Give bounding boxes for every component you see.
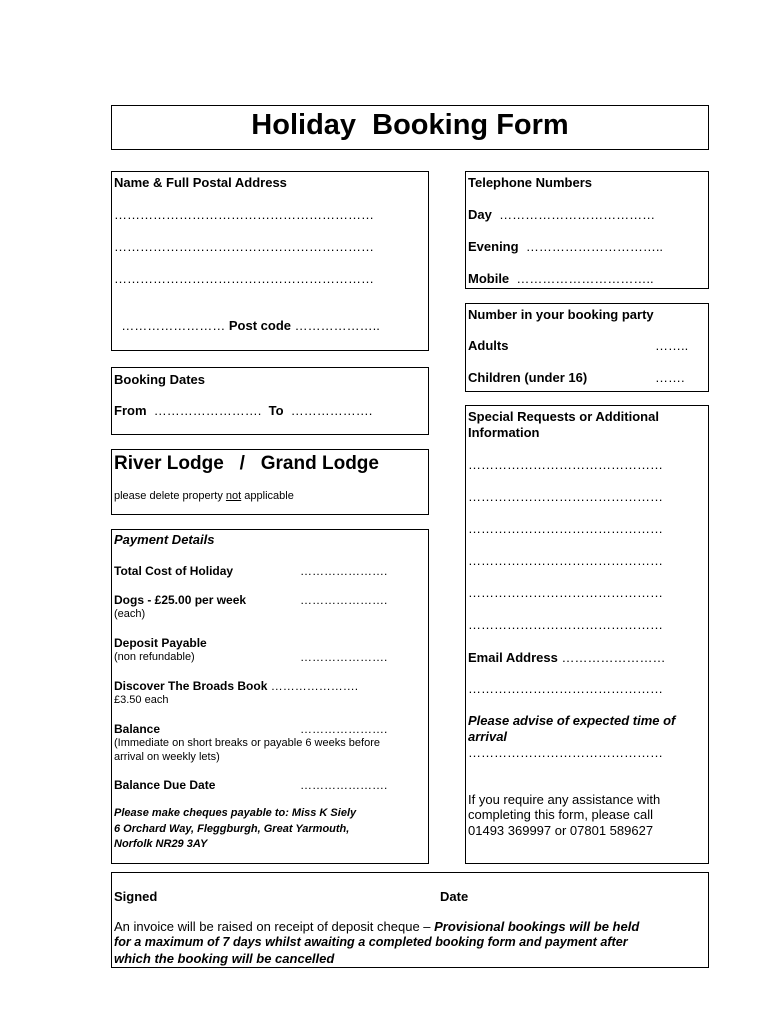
evening-label: Evening: [468, 239, 519, 254]
email-label: Email Address: [468, 650, 558, 665]
deposit-label: Deposit Payable: [114, 636, 207, 650]
discover-row[interactable]: [114, 679, 358, 694]
invoice-line-3: which the booking will be cancelled: [114, 951, 335, 966]
address-line-4-dots: ……………………: [121, 318, 229, 333]
postcode-label: Post code: [228, 318, 291, 333]
telephone-heading: Telephone Numbers: [468, 175, 593, 190]
request-line-3[interactable]: ………………………………………: [468, 521, 663, 536]
to-field[interactable]: ……………….: [290, 403, 373, 418]
party-heading: Number in your booking party: [468, 307, 654, 322]
deposit-field[interactable]: ………………….: [300, 650, 388, 664]
lodge-note-prefix: please delete property: [114, 490, 226, 502]
dogs-label: Dogs - £25.00 per week: [114, 593, 247, 607]
lodge-note-underlined: not: [225, 490, 242, 502]
from-label: From: [114, 403, 147, 418]
discover-label: Discover The Broads Book: [114, 679, 268, 693]
email-field[interactable]: ……………………: [557, 650, 666, 665]
total-label: Total Cost of Holiday: [114, 564, 234, 578]
address-line-1[interactable]: ……………………………………………………: [114, 207, 374, 222]
requests-heading-2: Information: [468, 425, 540, 440]
lodge-options[interactable]: River Lodge / Grand Lodge: [114, 453, 379, 474]
discover-field[interactable]: ………………….: [267, 679, 359, 693]
day-field[interactable]: ………………………………: [499, 207, 656, 222]
deposit-sub: (non refundable): [114, 651, 195, 663]
adults-field[interactable]: ……..: [655, 338, 689, 353]
balance-sub-2: arrival on weekly lets): [114, 751, 220, 763]
address-line-3[interactable]: ……………………………………………………: [114, 271, 374, 286]
invoice-plain: An invoice will be raised on receipt of deposit cheque –: [114, 919, 435, 934]
request-line-6[interactable]: ………………………………………: [468, 617, 663, 632]
dogs-field[interactable]: ………………….: [300, 593, 388, 607]
invoice-line-2: for a maximum of 7 days whilst awaiting a completed booking form and payment after: [114, 935, 628, 949]
adults-label: Adults: [468, 338, 509, 353]
evening-row[interactable]: [468, 239, 663, 254]
lodge-note: [114, 489, 294, 504]
discover-price: £3.50 each: [114, 694, 169, 706]
to-label: To: [268, 403, 284, 418]
request-line-4[interactable]: ………………………………………: [468, 553, 663, 568]
email-row[interactable]: [468, 650, 665, 665]
dates-heading: Booking Dates: [114, 372, 206, 387]
from-field[interactable]: …………………….: [153, 403, 262, 418]
lodge-note-suffix: applicable: [241, 490, 294, 502]
day-row[interactable]: [468, 207, 655, 222]
request-line-2[interactable]: ………………………………………: [468, 489, 663, 504]
mobile-label: Mobile: [468, 271, 510, 286]
page-title: Holiday Booking Form: [251, 109, 569, 141]
address-line-2[interactable]: ……………………………………………………: [114, 239, 374, 254]
email-line-2[interactable]: ………………………………………: [468, 681, 663, 696]
invoice-line-1: [114, 919, 639, 934]
arrival-heading-2: arrival: [468, 729, 508, 744]
due-date-label: Balance Due Date: [114, 778, 216, 792]
balance-sub-1: (Immediate on short breaks or payable 6 weeks before: [114, 737, 380, 749]
due-date-field[interactable]: ………………….: [300, 778, 388, 792]
cheque-line-3: Norfolk NR29 3AY: [114, 838, 208, 850]
dogs-sub: (each): [114, 608, 146, 620]
address-heading: Name & Full Postal Address: [114, 175, 287, 190]
address-line-4[interactable]: [114, 303, 380, 333]
children-label: Children (under 16): [468, 370, 588, 385]
request-line-1[interactable]: ………………………………………: [468, 457, 663, 472]
day-label: Day: [468, 207, 492, 222]
total-field[interactable]: ………………….: [300, 564, 388, 578]
assist-line-3: 01493 369997 or 07801 589627: [468, 823, 654, 838]
signed-label: Signed: [114, 889, 158, 904]
assist-line-1: If you require any assistance with: [468, 792, 661, 807]
cheque-line-1: Please make cheques payable to: Miss K Siely: [114, 807, 357, 819]
dates-row[interactable]: [114, 403, 372, 418]
cheque-line-2: 6 Orchard Way, Fleggburgh, Great Yarmouth,: [114, 823, 350, 835]
invoice-bold-1: Provisional bookings will be held: [434, 919, 640, 934]
requests-heading-1: Special Requests or Additional: [468, 409, 659, 424]
assist-line-2: completing this form, please call: [468, 807, 653, 822]
payment-heading: Payment Details: [114, 532, 215, 547]
evening-field[interactable]: …………………………..: [525, 239, 664, 254]
balance-field[interactable]: ………………….: [300, 722, 388, 736]
date-label: Date: [440, 889, 469, 904]
balance-label: Balance: [114, 722, 161, 736]
mobile-row[interactable]: [468, 271, 654, 286]
arrival-heading-1: Please advise of expected time of: [468, 713, 676, 728]
children-field[interactable]: …….: [655, 370, 685, 385]
postcode-field[interactable]: ………………..: [290, 318, 380, 333]
request-line-5[interactable]: ………………………………………: [468, 585, 663, 600]
arrival-field[interactable]: ………………………………………: [468, 745, 663, 760]
mobile-field[interactable]: …………………………..: [516, 271, 654, 286]
